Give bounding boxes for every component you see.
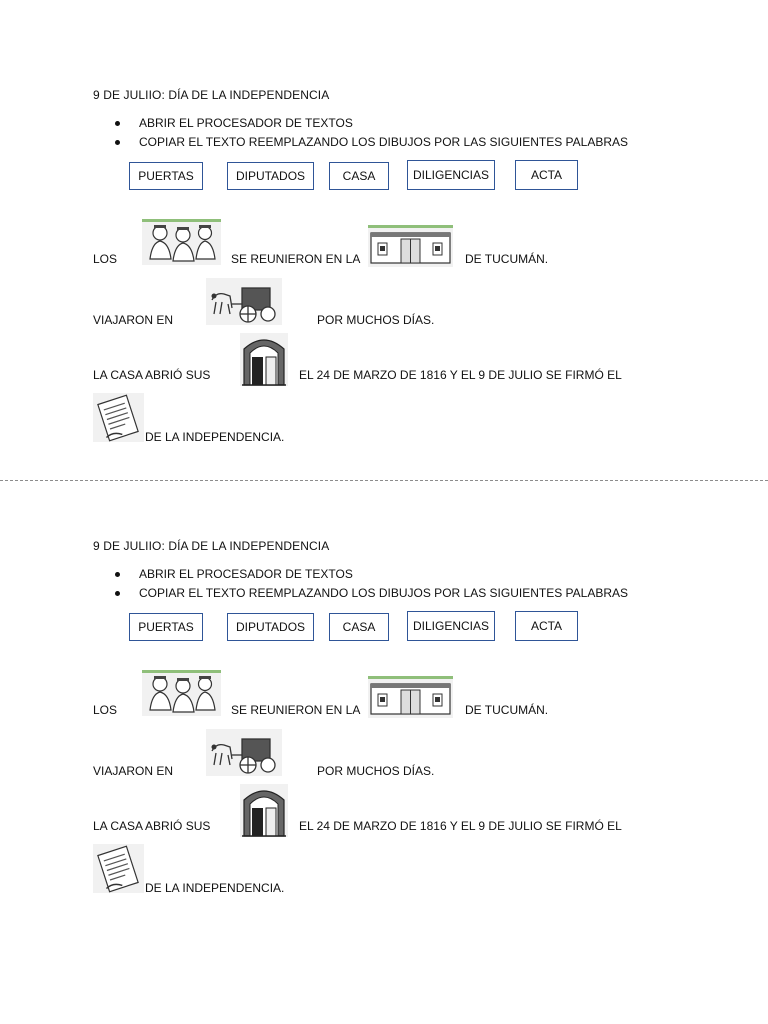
- sentence-text: EL 24 DE MARZO DE 1816 Y EL 9 DE JULIO SE FIRMÓ EL: [299, 368, 622, 382]
- word-puertas: PUERTAS: [129, 613, 203, 641]
- word-acta: ACTA: [515, 160, 578, 190]
- instruction-item: ABRIR EL PROCESADOR DE TEXTOS: [112, 115, 628, 134]
- sentence-text: DE LA INDEPENDENCIA.: [145, 430, 285, 444]
- house-picture: [368, 676, 453, 718]
- word-casa: CASA: [329, 162, 389, 190]
- sentence-text: DE LA INDEPENDENCIA.: [145, 881, 285, 895]
- sentence-text: SE REUNIERON EN LA: [231, 252, 361, 266]
- carriage-picture: [206, 729, 282, 776]
- word-diputados: DIPUTADOS: [227, 162, 314, 190]
- house-picture: [368, 225, 453, 267]
- sentence-text: LOS: [93, 252, 118, 266]
- document-picture: [93, 393, 144, 442]
- instruction-item: ABRIR EL PROCESADOR DE TEXTOS: [112, 566, 628, 585]
- worksheet-copy-2: [0, 451, 768, 921]
- doors-picture: [240, 333, 288, 386]
- sentence-text: LA CASA ABRIÓ SUS: [93, 368, 211, 382]
- word-acta: ACTA: [515, 611, 578, 641]
- sentence-text: LOS: [93, 703, 118, 717]
- sentence-text: POR MUCHOS DÍAS.: [317, 764, 435, 778]
- worksheet-title: 9 DE JULIIO: DÍA DE LA INDEPENDENCIA: [93, 88, 330, 102]
- instruction-item: COPIAR EL TEXTO REEMPLAZANDO LOS DIBUJOS POR LAS SIGUIENTES PALABRAS: [112, 585, 628, 604]
- sentence-text: VIAJARON EN: [93, 764, 174, 778]
- doors-picture: [240, 784, 288, 837]
- document-picture: [93, 844, 144, 893]
- worksheet-title: 9 DE JULIIO: DÍA DE LA INDEPENDENCIA: [93, 539, 330, 553]
- sentence-text: SE REUNIERON EN LA: [231, 703, 361, 717]
- deputies-picture: [142, 219, 221, 265]
- instruction-item: COPIAR EL TEXTO REEMPLAZANDO LOS DIBUJOS POR LAS SIGUIENTES PALABRAS: [112, 134, 628, 153]
- sentence-text: DE TUCUMÁN.: [465, 252, 549, 266]
- word-casa: CASA: [329, 613, 389, 641]
- word-diligencias: DILIGENCIAS: [407, 611, 495, 641]
- sentence-text: EL 24 DE MARZO DE 1816 Y EL 9 DE JULIO SE FIRMÓ EL: [299, 819, 622, 833]
- word-puertas: PUERTAS: [129, 162, 203, 190]
- word-diputados: DIPUTADOS: [227, 613, 314, 641]
- instruction-list: [112, 115, 628, 153]
- deputies-picture: [142, 670, 221, 716]
- sentence-text: DE TUCUMÁN.: [465, 703, 549, 717]
- word-diligencias: DILIGENCIAS: [407, 160, 495, 190]
- sentence-text: VIAJARON EN: [93, 313, 174, 327]
- carriage-picture: [206, 278, 282, 325]
- sentence-text: LA CASA ABRIÓ SUS: [93, 819, 211, 833]
- instruction-list: [112, 566, 628, 604]
- sentence-text: POR MUCHOS DÍAS.: [317, 313, 435, 327]
- worksheet-copy-1: [0, 0, 768, 470]
